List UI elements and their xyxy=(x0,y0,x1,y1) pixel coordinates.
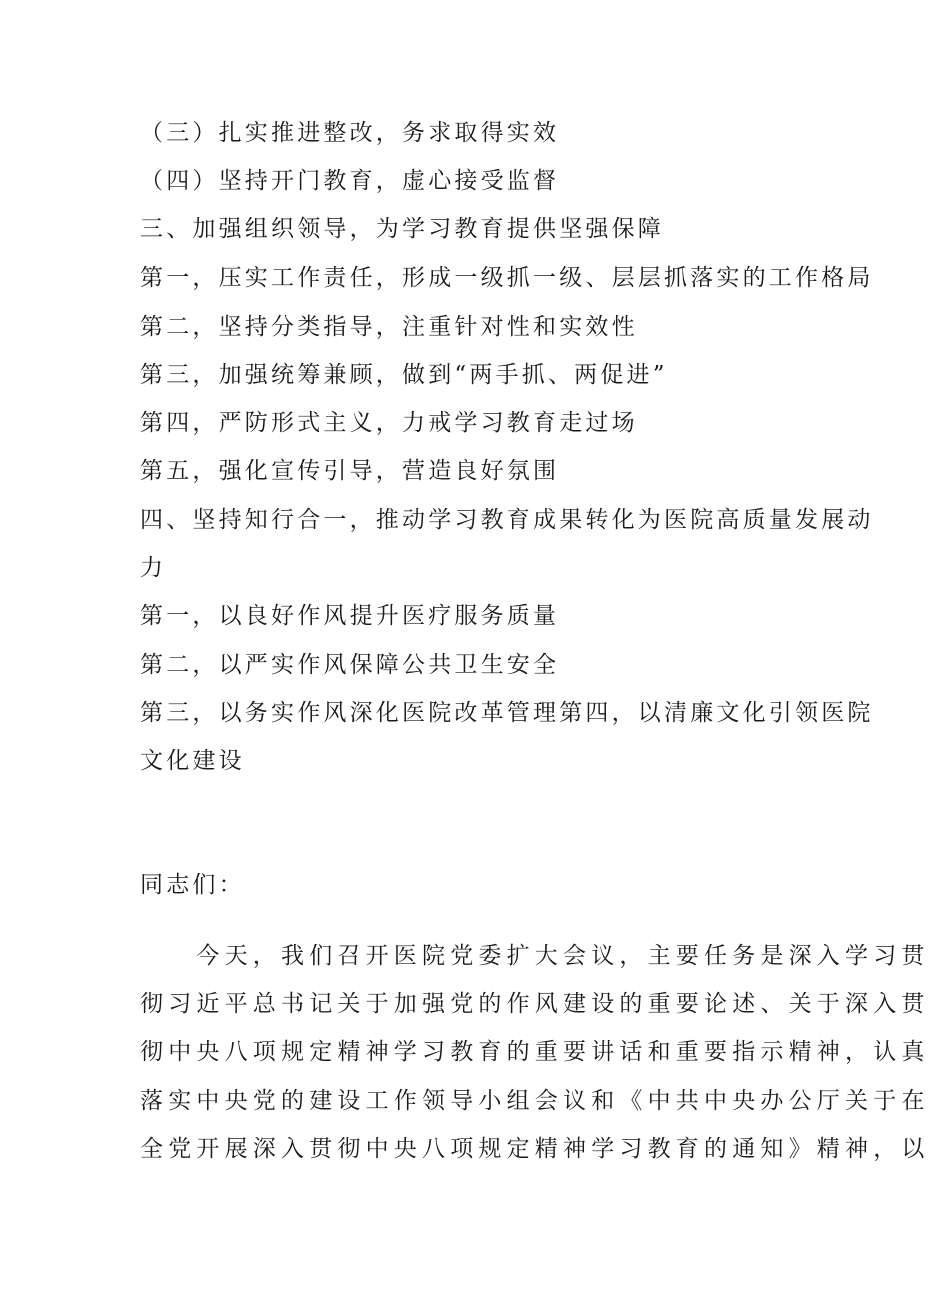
section-3-point-2: 第二，坚持分类指导，注重针对性和实效性 xyxy=(140,314,638,340)
outline-item-3-3: （三）扎实推进整改，务求取得实效 xyxy=(140,120,560,146)
section-3-heading: 三、加强组织领导，为学习教育提供坚强保障 xyxy=(140,216,664,242)
section-4-point-3-line1: 第三，以务实作风深化医院改革管理第四，以清廉文化引领医院 xyxy=(140,700,874,726)
section-4-point-1: 第一，以良好作风提升医疗服务质量 xyxy=(140,603,560,629)
speech-paragraph-line: 彻中央八项规定精神学习教育的重要讲话和重要指示精神，认真 xyxy=(140,1039,930,1065)
speech-paragraph-line: 彻习近平总书记关于加强党的作风建设的重要论述、关于深入贯 xyxy=(140,991,930,1017)
speech-salutation: 同志们： xyxy=(140,872,245,898)
section-4-point-3-line2: 文化建设 xyxy=(140,748,245,774)
section-3-point-3: 第三，加强统筹兼顾，做到“两手抓、两促进” xyxy=(140,362,668,388)
section-3-point-5: 第五，强化宣传引导，营造良好氛围 xyxy=(140,458,560,484)
speech-paragraph-line: 全党开展深入贯彻中央八项规定精神学习教育的通知》精神，以 xyxy=(140,1136,930,1162)
section-4-heading-line1: 四、坚持知行合一，推动学习教育成果转化为医院高质量发展动 xyxy=(140,507,874,533)
section-4-heading-line2: 力 xyxy=(140,555,167,581)
outline-item-3-4: （四）坚持开门教育，虚心接受监督 xyxy=(140,168,560,194)
section-3-point-1: 第一，压实工作责任，形成一级抓一级、层层抓落实的工作格局 xyxy=(140,265,874,291)
section-3-point-4: 第四，严防形式主义，力戒学习教育走过场 xyxy=(140,410,638,436)
speech-paragraph-line: 落实中央党的建设工作领导小组会议和《中共中央办公厅关于在 xyxy=(140,1088,930,1114)
section-4-point-2: 第二，以严实作风保障公共卫生安全 xyxy=(140,652,560,678)
speech-paragraph-line: 今天，我们召开医院党委扩大会议，主要任务是深入学习贯 xyxy=(140,943,930,969)
